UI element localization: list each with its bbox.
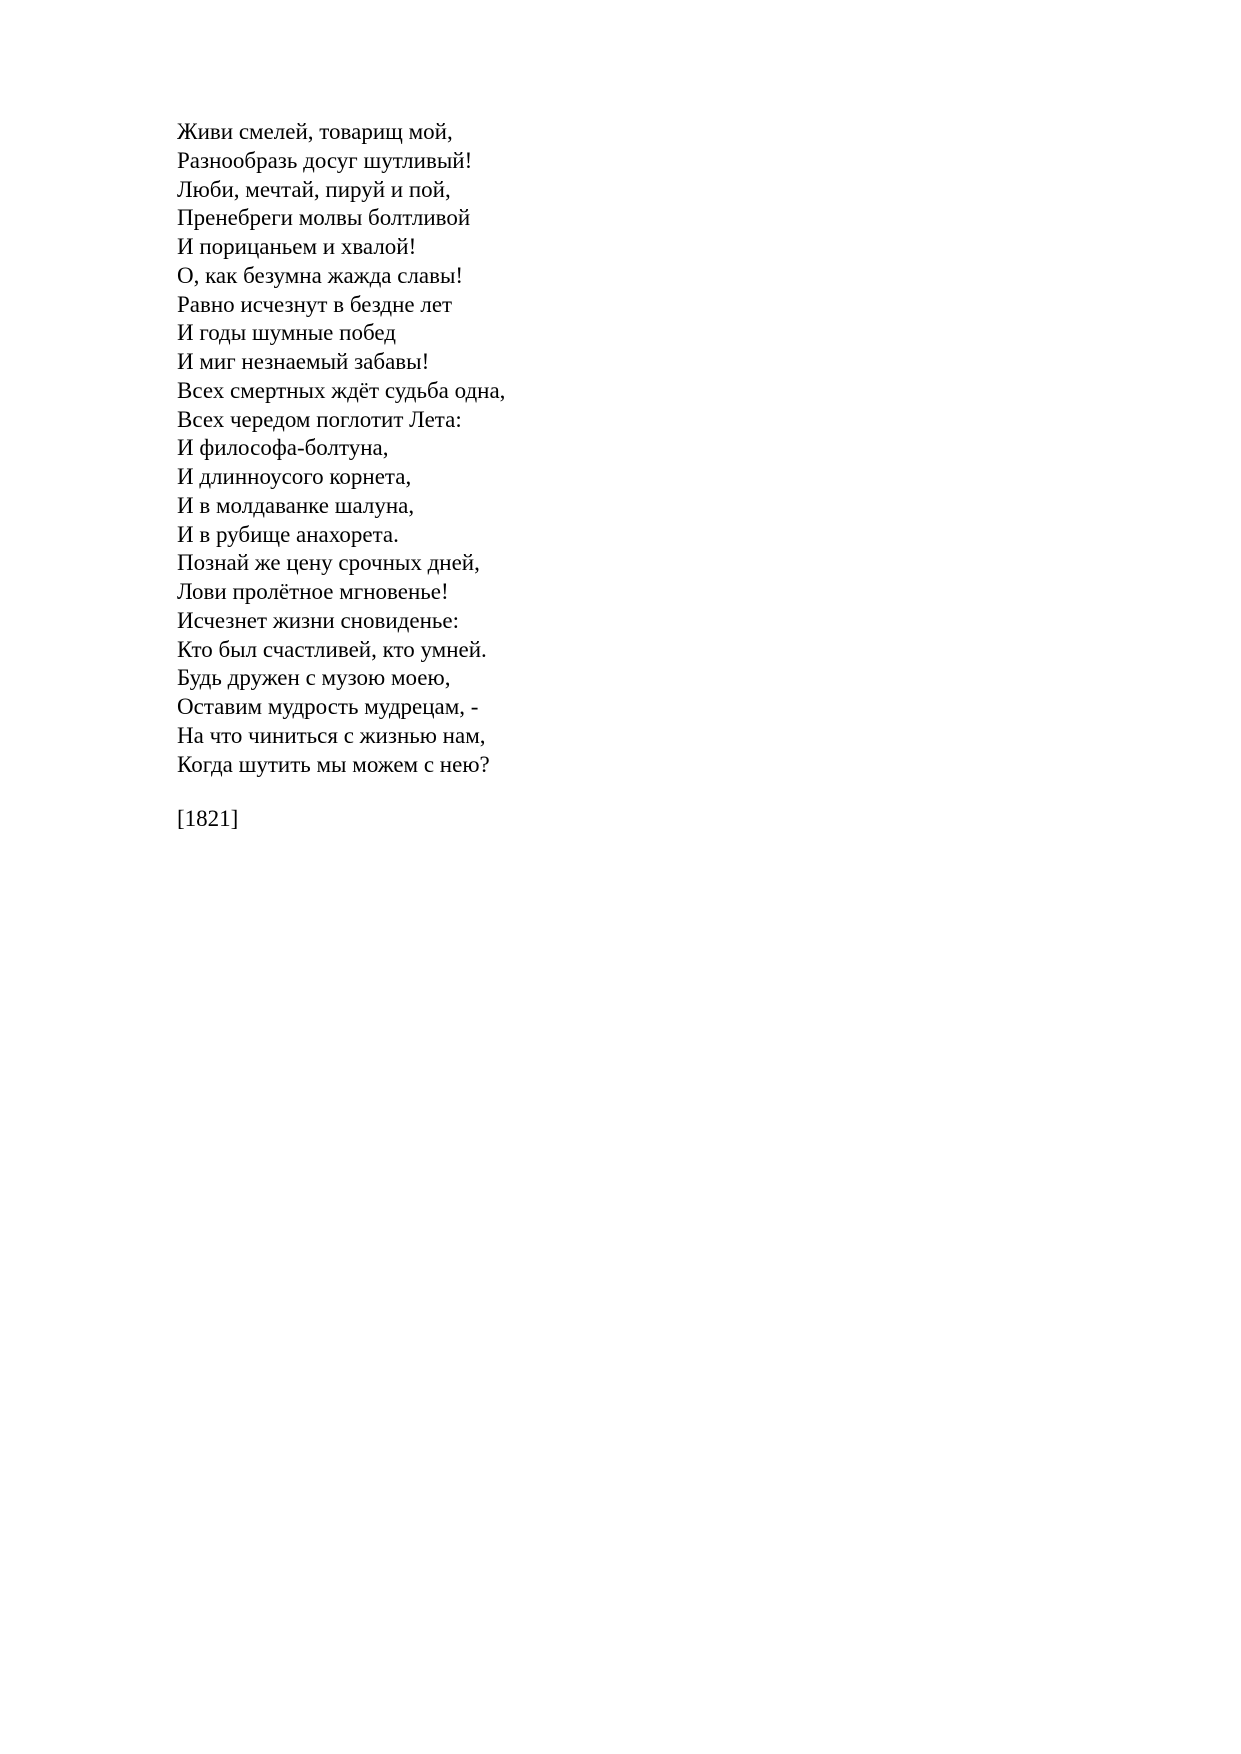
poem-line: О, как безумна жажда славы! [177, 262, 464, 288]
poem-line: Люби, мечтай, пируй и пой, [177, 176, 451, 202]
poem-line: И в молдаванке шалуна, [177, 492, 415, 518]
poem-line: Всех чередом поглотит Лета: [177, 406, 462, 432]
poem-line: Познай же цену срочных дней, [177, 550, 480, 576]
poem-text [177, 118, 505, 779]
poem-line: Всех смертных ждёт судьба одна, [177, 377, 506, 403]
poem-line: И порицаньем и хвалой! [177, 234, 417, 259]
poem-line: И длинноусого корнета, [177, 464, 412, 489]
poem-line: И в рубище анахорета. [177, 521, 399, 547]
poem-line: Кто был счастливей, кто умней. [177, 636, 487, 662]
poem-line: Исчезнет жизни сновиденье: [177, 607, 459, 633]
poem-line: И философа-болтуна, [177, 435, 389, 461]
poem-line: На что чиниться с жизнью нам, [177, 722, 486, 748]
poem-line: Равно исчезнут в бездне лет [177, 291, 453, 317]
poem-line: Живи смелей, товарищ мой, [177, 119, 453, 144]
poem-date: [1821] [177, 806, 239, 831]
poem-line: Разнообразь досуг шутливый! [177, 147, 473, 173]
poem-line: И годы шумные побед [177, 320, 396, 346]
poem-line: Будь дружен с музою моею, [177, 665, 451, 691]
poem-line: Когда шутить мы можем с нею? [177, 751, 490, 777]
poem-line: И миг незнаемый забавы! [177, 349, 430, 374]
poem-line: Оставим мудрость мудрецам, - [177, 694, 479, 719]
poem-line: Лови пролётное мгновенье! [177, 579, 449, 604]
poem-line: Пренебреги молвы болтливой [177, 205, 471, 231]
